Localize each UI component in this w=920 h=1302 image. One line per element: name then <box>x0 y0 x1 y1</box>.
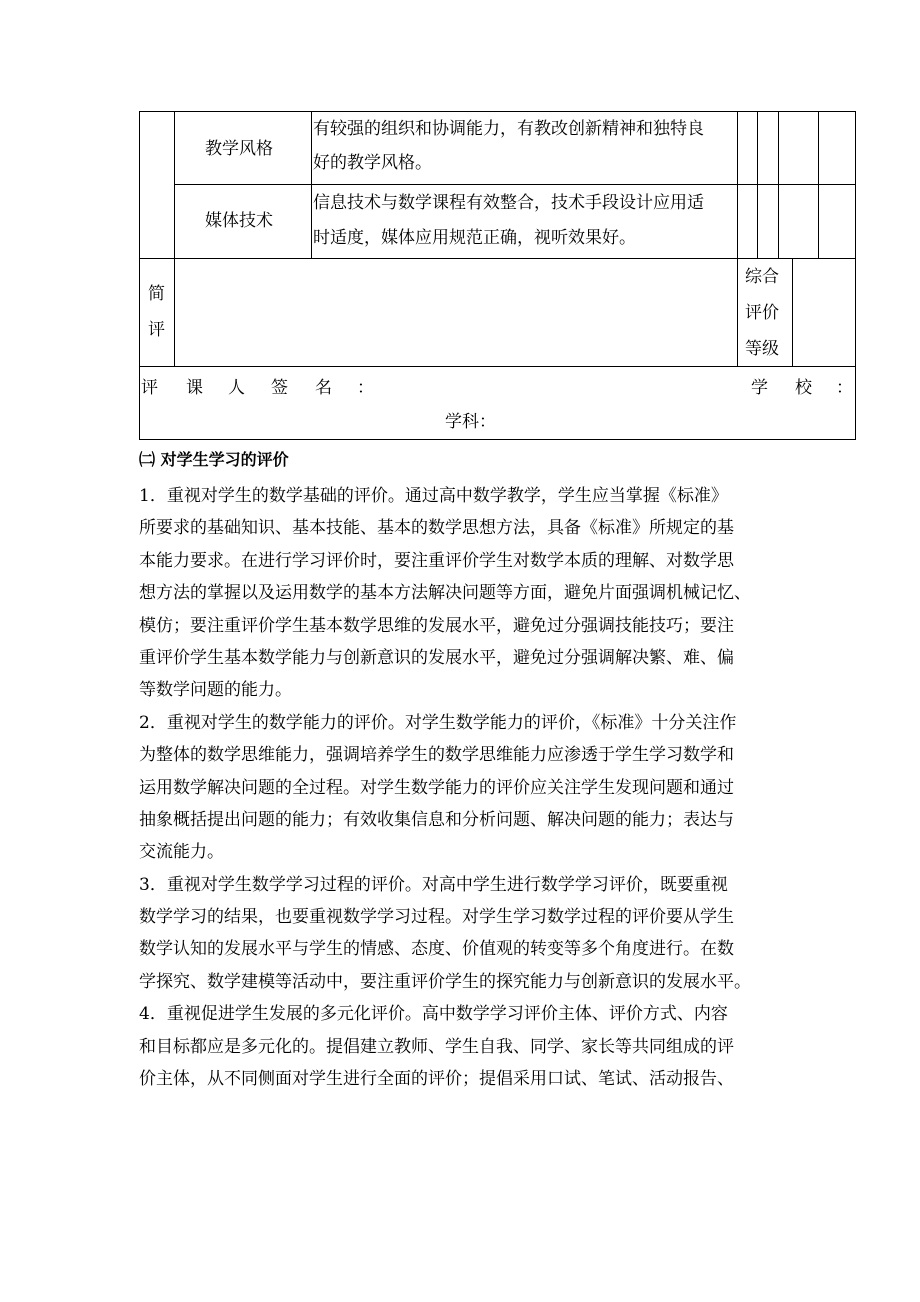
table-col-divider <box>737 111 738 367</box>
overall-grade-label: 评价 <box>745 303 779 323</box>
table-col-divider <box>311 111 312 259</box>
criteria-item-label: 教学风格 <box>205 139 273 159</box>
table-border-top <box>139 111 856 112</box>
criteria-description-line: 信息技术与数学课程有效整合，技术手段设计应用适 <box>313 193 704 213</box>
paragraph-line: 本能力要求。在进行学习评价时，要注重评价学生对数学本质的理解、对数学思 <box>139 550 734 571</box>
table-border-left <box>139 111 140 440</box>
reviewer-signature-label: ： <box>357 378 374 398</box>
table-col-divider <box>757 111 758 259</box>
table-row-divider <box>174 184 856 185</box>
paragraph-line: 价主体，从不同侧面对学生进行全面的评价；提倡采用口试、笔试、活动报告、 <box>139 1069 734 1090</box>
paragraph-line: 数学学习的结果，也要重视数学学习过程。对学生学习数学过程的评价要从学生 <box>139 907 734 928</box>
paragraph-line: 3．重视对学生数学学习过程的评价。对高中学生进行数学学习评价，既要重视 <box>139 874 728 895</box>
paragraph-line: 运用数学解决问题的全过程。对学生数学能力的评价应关注学生发现问题和通过 <box>139 777 734 798</box>
table-row-divider <box>139 258 856 259</box>
paragraph-line: 交流能力。 <box>139 842 224 863</box>
paragraph-line: 学探究、数学建模等活动中，要注重评价学生的探究能力与创新意识的发展水平。 <box>139 971 751 992</box>
evaluation-table <box>0 0 920 450</box>
paragraph-line: 模仿；要注重评价学生基本数学思维的发展水平，避免过分强调技能技巧；要注 <box>139 615 734 636</box>
table-border-bottom <box>139 439 856 440</box>
paragraph-line: 所要求的基础知识、基本技能、基本的数学思想方法，具备《标准》所规定的基 <box>139 518 734 539</box>
subject-label: 学科： <box>445 412 496 432</box>
paragraph-line: 等数学问题的能力。 <box>139 680 292 701</box>
reviewer-signature-label: 名 <box>315 378 332 398</box>
paragraph-line: 和目标都应是多元化的。提倡建立教师、学生自我、同学、家长等共同组成的评 <box>139 1036 734 1057</box>
paragraph-line: 为整体的数学思维能力，强调培养学生的数学思维能力应渗透于学生学习数学和 <box>139 745 734 766</box>
comment-label: 简 <box>148 284 165 304</box>
table-col-divider <box>792 258 793 367</box>
section-heading: ㈡ 对学生学习的评价 <box>139 450 289 469</box>
school-label: 校 <box>795 378 812 398</box>
table-row-divider <box>139 366 856 367</box>
table-border-right <box>855 111 856 440</box>
criteria-description-line: 好的教学风格。 <box>313 153 432 173</box>
paragraph <box>139 480 799 1095</box>
paragraph-line: 4．重视促进学生发展的多元化评价。高中数学学习评价主体、评价方式、内容 <box>139 1004 728 1025</box>
table-col-divider <box>818 111 819 259</box>
criteria-item-label: 媒体技术 <box>205 211 273 231</box>
criteria-description-line: 有较强的组织和协调能力，有教改创新精神和独特良 <box>313 119 704 139</box>
paragraph-line: 2．重视对学生的数学能力的评价。对学生数学能力的评价，《标准》十分关注作 <box>139 712 737 733</box>
reviewer-signature-label: 签 <box>271 378 288 398</box>
paragraph-line: 抽象概括提出问题的能力；有效收集信息和分析问题、解决问题的能力；表达与 <box>139 809 734 830</box>
comment-label: 评 <box>148 320 165 340</box>
paragraph-line: 1．重视对学生的数学基础的评价。通过高中数学教学，学生应当掌握《标准》 <box>139 486 728 506</box>
school-label: 学 <box>751 378 768 398</box>
reviewer-signature-label: 课 <box>186 378 203 398</box>
overall-grade-label: 综合 <box>745 267 779 287</box>
school-label: ： <box>836 378 853 398</box>
paragraph-line: 重评价学生基本数学能力与创新意识的发展水平，避免过分强调解决繁、难、偏 <box>139 647 734 668</box>
reviewer-signature-label: 人 <box>228 378 245 398</box>
table-col-divider <box>778 111 779 259</box>
table-col-divider <box>174 111 175 367</box>
overall-grade-label: 等级 <box>745 339 779 359</box>
paragraph-line: 想方法的掌握以及运用数学的基本方法解决问题等方面，避免片面强调机械记忆、 <box>139 583 751 604</box>
paragraph-line: 数学认知的发展水平与学生的情感、态度、价值观的转变等多个角度进行。在数 <box>139 939 734 960</box>
reviewer-signature-label: 评 <box>141 378 158 398</box>
criteria-description-line: 时适度，媒体应用规范正确，视听效果好。 <box>313 228 636 248</box>
